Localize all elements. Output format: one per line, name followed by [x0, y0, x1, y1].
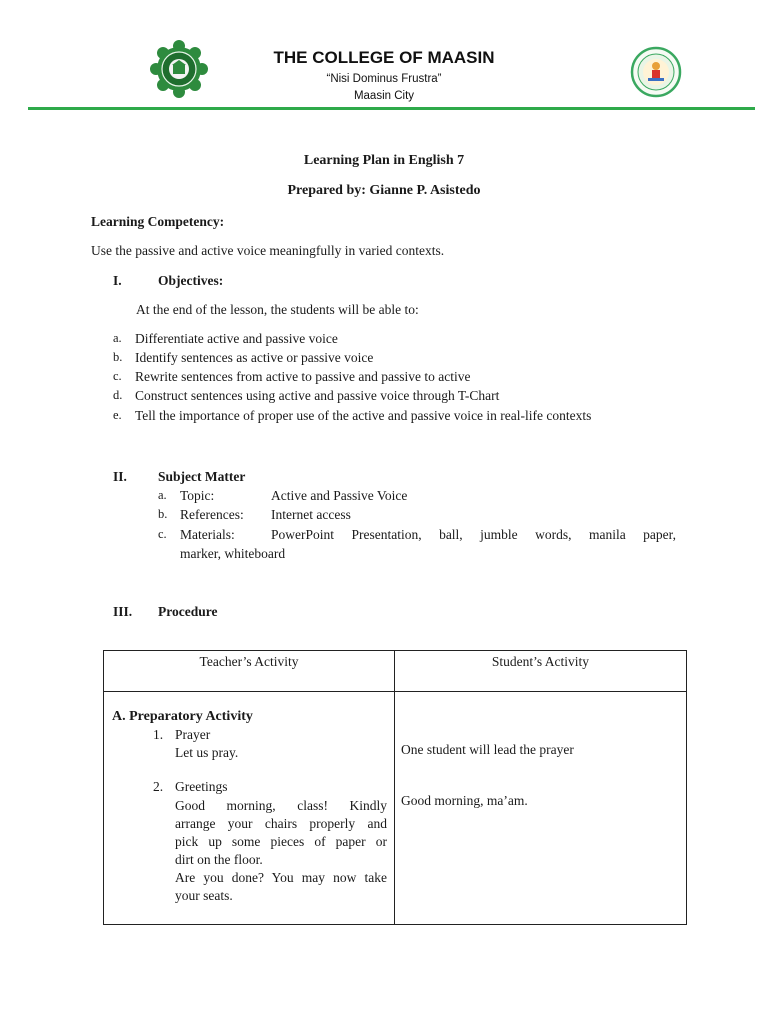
- greetings-number: 2.: [153, 779, 164, 794]
- greetings-line: Are you done? You may now take: [175, 870, 387, 885]
- subject-label: Topic:: [180, 488, 215, 503]
- student-greeting-response: Good morning, ma’am.: [401, 793, 528, 808]
- greetings-line: dirt on the floor.: [175, 852, 263, 867]
- subject-marker: c.: [158, 527, 167, 541]
- document-title: Learning Plan in English 7: [303, 153, 465, 168]
- procedure-numeral: III.: [113, 604, 133, 619]
- competency-heading: Learning Competency:: [91, 214, 225, 229]
- subject-value: Internet access: [271, 507, 351, 522]
- greetings-line: your seats.: [175, 888, 233, 903]
- subject-value-continued: marker, whiteboard: [180, 546, 286, 561]
- college-motto: “Nisi Dominus Frustra”: [326, 73, 442, 85]
- greetings-label: Greetings: [175, 779, 228, 794]
- subject-value: Active and Passive Voice: [271, 488, 408, 503]
- greetings-line: arrange your chairs properly and: [175, 816, 387, 831]
- subject-label: References:: [180, 507, 244, 522]
- objective-item: [113, 350, 753, 369]
- greetings-line: pick up some pieces of paper or: [175, 834, 387, 849]
- competency-text: Use the passive and active voice meaningfully in varied contexts.: [91, 243, 445, 258]
- objectives-intro: At the end of the lesson, the students will be able to:: [136, 302, 419, 317]
- objective-item: [113, 388, 753, 407]
- objective-item: [113, 408, 753, 427]
- objective-marker: c.: [113, 369, 122, 383]
- procedure-table: [103, 650, 687, 925]
- table-row: [104, 692, 687, 925]
- prayer-number: 1.: [153, 727, 164, 742]
- greetings-line: Good morning, class! Kindly: [175, 798, 387, 813]
- college-name: THE COLLEGE OF MAASIN: [273, 48, 495, 67]
- greetings-text: [175, 797, 387, 905]
- objective-text: Identify sentences as active or passive voice: [135, 350, 374, 365]
- objective-text: Construct sentences using active and passive voice through T-Chart: [135, 388, 500, 403]
- prepared-by: Prepared by: Gianne P. Asistedo: [287, 183, 481, 198]
- student-prayer-response: One student will lead the prayer: [401, 742, 574, 757]
- subject-matter-numeral: II.: [113, 469, 127, 484]
- subject-value: PowerPoint Presentation, ball, jumble words, manila paper,: [271, 527, 676, 542]
- objective-item: [113, 331, 753, 350]
- objective-marker: b.: [113, 350, 123, 364]
- subject-marker: b.: [158, 507, 168, 521]
- subject-label: Materials:: [180, 527, 235, 542]
- section-a-heading: A. Preparatory Activity: [112, 709, 253, 724]
- student-activity-header: Student’s Activity: [395, 651, 687, 692]
- procedure-heading: Procedure: [158, 604, 218, 619]
- teacher-activity-header: Teacher’s Activity: [104, 651, 395, 692]
- table-header-row: [104, 651, 687, 692]
- college-city: Maasin City: [353, 90, 415, 102]
- objective-item: [113, 369, 753, 388]
- objective-marker: d.: [113, 388, 123, 402]
- objective-marker: e.: [113, 408, 122, 422]
- objective-text: Tell the importance of proper use of the active and passive voice in real-life contexts: [135, 408, 592, 423]
- objective-marker: a.: [113, 331, 122, 345]
- objective-text: Differentiate active and passive voice: [135, 331, 338, 346]
- objectives-numeral: I.: [113, 273, 122, 288]
- objectives-heading: Objectives:: [158, 273, 224, 288]
- objective-text: Rewrite sentences from active to passive and passive to active: [135, 369, 471, 384]
- prayer-label: Prayer: [175, 727, 211, 742]
- subject-marker: a.: [158, 488, 167, 502]
- header-divider: [28, 107, 755, 110]
- subject-matter-heading: Subject Matter: [158, 469, 246, 484]
- teacher-activity-cell: [104, 692, 395, 925]
- prayer-line: Let us pray.: [175, 745, 239, 760]
- student-activity-cell: [395, 692, 687, 925]
